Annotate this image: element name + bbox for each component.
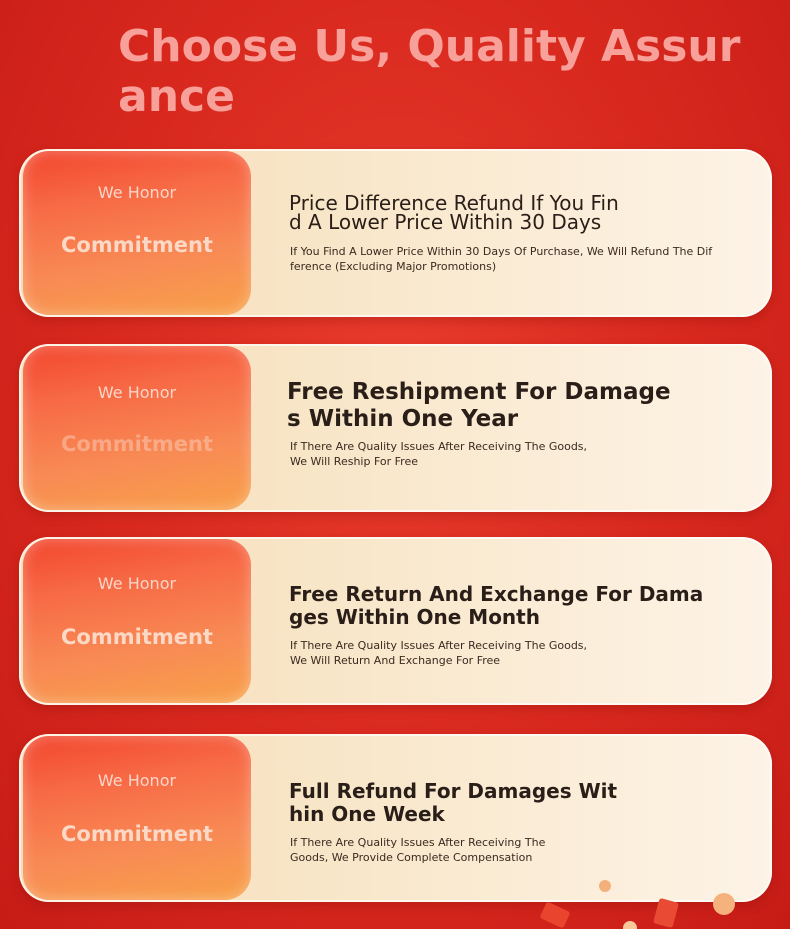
commitment-badge [23,736,251,900]
guarantee-card-free-reshipment [19,344,772,512]
badge-label-commitment: Commitment [61,432,213,456]
card-title: Free Reshipment For Damages Within One Year [287,379,671,432]
badge-label-commitment: Commitment [61,822,213,846]
badge-label-we-honor: We Honor [97,574,177,593]
card-description: If You Find A Lower Price Within 30 Days Of Purchase, We Will Refund The Difference (Excluding Major Promotions) [290,245,713,273]
badge-label-we-honor: We Honor [97,771,177,790]
red-envelope-icon [539,901,570,928]
decorative-envelopes-coins [530,870,790,929]
page-title: Choose Us, Quality Assurance [118,21,741,122]
badge-label-commitment: Commitment [61,625,213,649]
commitment-badge [23,151,251,315]
card-title: Free Return And Exchange For Damages Within One Month [289,582,704,629]
coin-icon [599,880,611,892]
coin-icon [713,893,735,915]
badge-label-we-honor: We Honor [97,383,177,402]
card-title: Full Refund For Damages Within One Week [289,779,618,826]
red-envelope-icon [653,898,679,928]
commitment-badge [23,539,251,703]
card-description: If There Are Quality Issues After Receiving The Goods, We Will Reship For Free [290,440,588,468]
badge-label-commitment: Commitment [61,233,213,257]
card-description: If There Are Quality Issues After Receiving The Goods, We Provide Complete Compensation [290,836,546,864]
badge-label-we-honor: We Honor [97,183,177,202]
guarantee-card-free-return [19,537,772,705]
coin-icon [623,921,637,929]
guarantee-card-price-refund [19,149,772,317]
commitment-badge [23,346,251,510]
card-description: If There Are Quality Issues After Receiving The Goods, We Will Return And Exchange For Free [290,639,588,667]
card-title: Price Difference Refund If You Find A Lower Price Within 30 Days [289,191,619,234]
